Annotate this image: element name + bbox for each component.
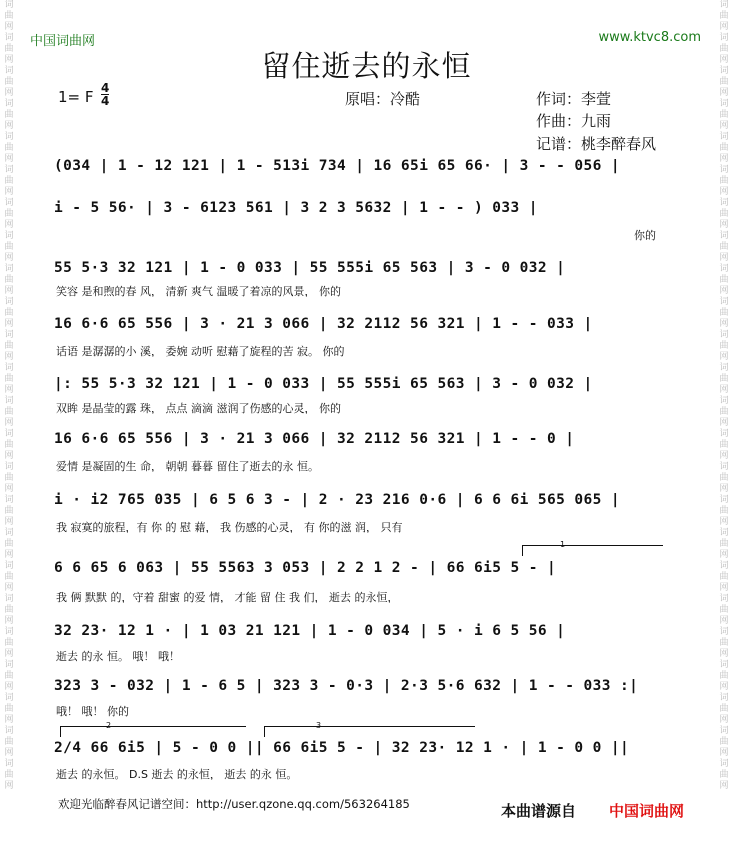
lyric-line-4: 话语 是潺潺的小 溪， 委婉 动听 慰藉了旋程的苦 寂。 你的: [56, 345, 345, 357]
lyric-line-10: 哦！ 哦！ 你的: [56, 705, 129, 717]
volta-number-1: 1: [560, 540, 566, 549]
meter-bottom: 4: [101, 94, 110, 108]
side-watermark-left: 词曲网词曲网词曲网词曲网词曲网词曲网词曲网词曲网词曲网词曲网词曲网词曲网词曲网词曲网词曲网词曲网词曲网词曲网词曲网词曲网词曲网词曲网词曲网词曲网: [4, 0, 14, 791]
score-line-5: |: 55 5·3 32 121 | 1 - 0 033 | 55 555i 65 563 | 3 - 0 032 |: [54, 376, 593, 392]
time-signature: [101, 82, 109, 107]
score-line-2: i - 5 56· | 3 - 6123 561 | 3 2 3 5632 | 1 - - ) 033 |: [54, 200, 538, 216]
site-logo-left[interactable]: 中国词曲网: [30, 34, 96, 49]
meter-top: 4: [101, 81, 110, 95]
score-line-4: 16 6·6 65 556 | 3 · 21 3 066 | 32 2112 56 321 | 1 - - 033 |: [54, 316, 593, 332]
lyric-line-7: 我 寂寞的旅程，有 你 的 慰 藉， 我 伤感的心灵， 有 你的滋 润， 只有: [56, 521, 403, 533]
volta-bracket-1: [522, 545, 663, 556]
score-line-11: 2/4 66 6i5 | 5 - 0 0 || 66 6i5 5 - | 32 23· 12 1 · | 1 - 0 0 ||: [54, 740, 630, 756]
key-signature: 1= F: [58, 88, 94, 106]
lyricist-credit: 作词：李萱: [536, 90, 612, 108]
volta-bracket-2: [60, 726, 246, 737]
lyric-line-9: 逝去 的永 恒。 哦！ 哦！: [56, 650, 180, 662]
lyric-line-5: 双眸 是晶莹的露 珠， 点点 滴滴 滋润了伤感的心灵， 你的: [56, 402, 341, 414]
score-line-7: i · i2 765 035 | 6 5 6 3 - | 2 · 23 216 0·6 | 6 6 6i 565 065 |: [54, 492, 621, 508]
lyric-line-6: 爱情 是凝固的生 命， 朝朝 暮暮 留住了逝去的永 恒。: [56, 460, 319, 472]
score-line-9: 32 23· 12 1 · | 1 03 21 121 | 1 - 0 034 | 5 · i 6 5 56 |: [54, 623, 566, 639]
footer-source-label: 本曲谱源自: [501, 802, 577, 820]
lyric-line-8: 我 俩 默默 的，守着 甜蜜 的爱 情， 才能 留 住 我 们， 逝去 的永恒，: [56, 591, 399, 603]
volta-number-3: 3: [316, 721, 322, 730]
transcriber-credit: 记谱：桃李醉春风: [536, 135, 657, 153]
site-url-right[interactable]: www.ktvc8.com: [598, 30, 701, 45]
lyric-line-11: 逝去 的永恒。 D.S 逝去 的永恒， 逝去 的永 恒。: [56, 768, 298, 780]
score-line-8: 6 6 65 6 063 | 55 5563 3 053 | 2 2 1 2 - | 66 6i5 5 - |: [54, 560, 557, 576]
composer-credit: 作曲：九雨: [536, 112, 612, 130]
score-line-6: 16 6·6 65 556 | 3 · 21 3 066 | 32 2112 56 321 | 1 - - 0 |: [54, 431, 575, 447]
volta-number-2: 2: [106, 721, 112, 730]
score-line-1: (034 | 1 - 12 121 | 1 - 513i 734 | 16 65i 65 66· | 3 - - 056 |: [54, 158, 621, 174]
original-singer: 原唱：冷酷: [345, 90, 421, 108]
side-watermark-right: 词曲网词曲网词曲网词曲网词曲网词曲网词曲网词曲网词曲网词曲网词曲网词曲网词曲网词曲网词曲网词曲网词曲网词曲网词曲网词曲网词曲网词曲网词曲网词曲网: [719, 0, 729, 791]
footer-source-site[interactable]: 中国词曲网: [609, 802, 685, 820]
footer-url[interactable]: 欢迎光临醉春风记谱空间：http://user.qzone.qq.com/563264185: [58, 797, 410, 811]
song-title: 留住逝去的永恒: [261, 49, 472, 83]
lyric-line-2: 你的: [634, 229, 656, 241]
score-line-3: 55 5·3 32 121 | 1 - 0 033 | 55 555i 65 563 | 3 - 0 032 |: [54, 260, 566, 276]
lyric-line-3: 笑容 是和煦的春 风， 清新 爽气 温暖了着凉的风景， 你的: [56, 285, 341, 297]
volta-bracket-3: [264, 726, 475, 737]
score-line-10: 323 3 - 032 | 1 - 6 5 | 323 3 - 0·3 | 2·3 5·6 632 | 1 - - 033 :|: [54, 678, 639, 694]
